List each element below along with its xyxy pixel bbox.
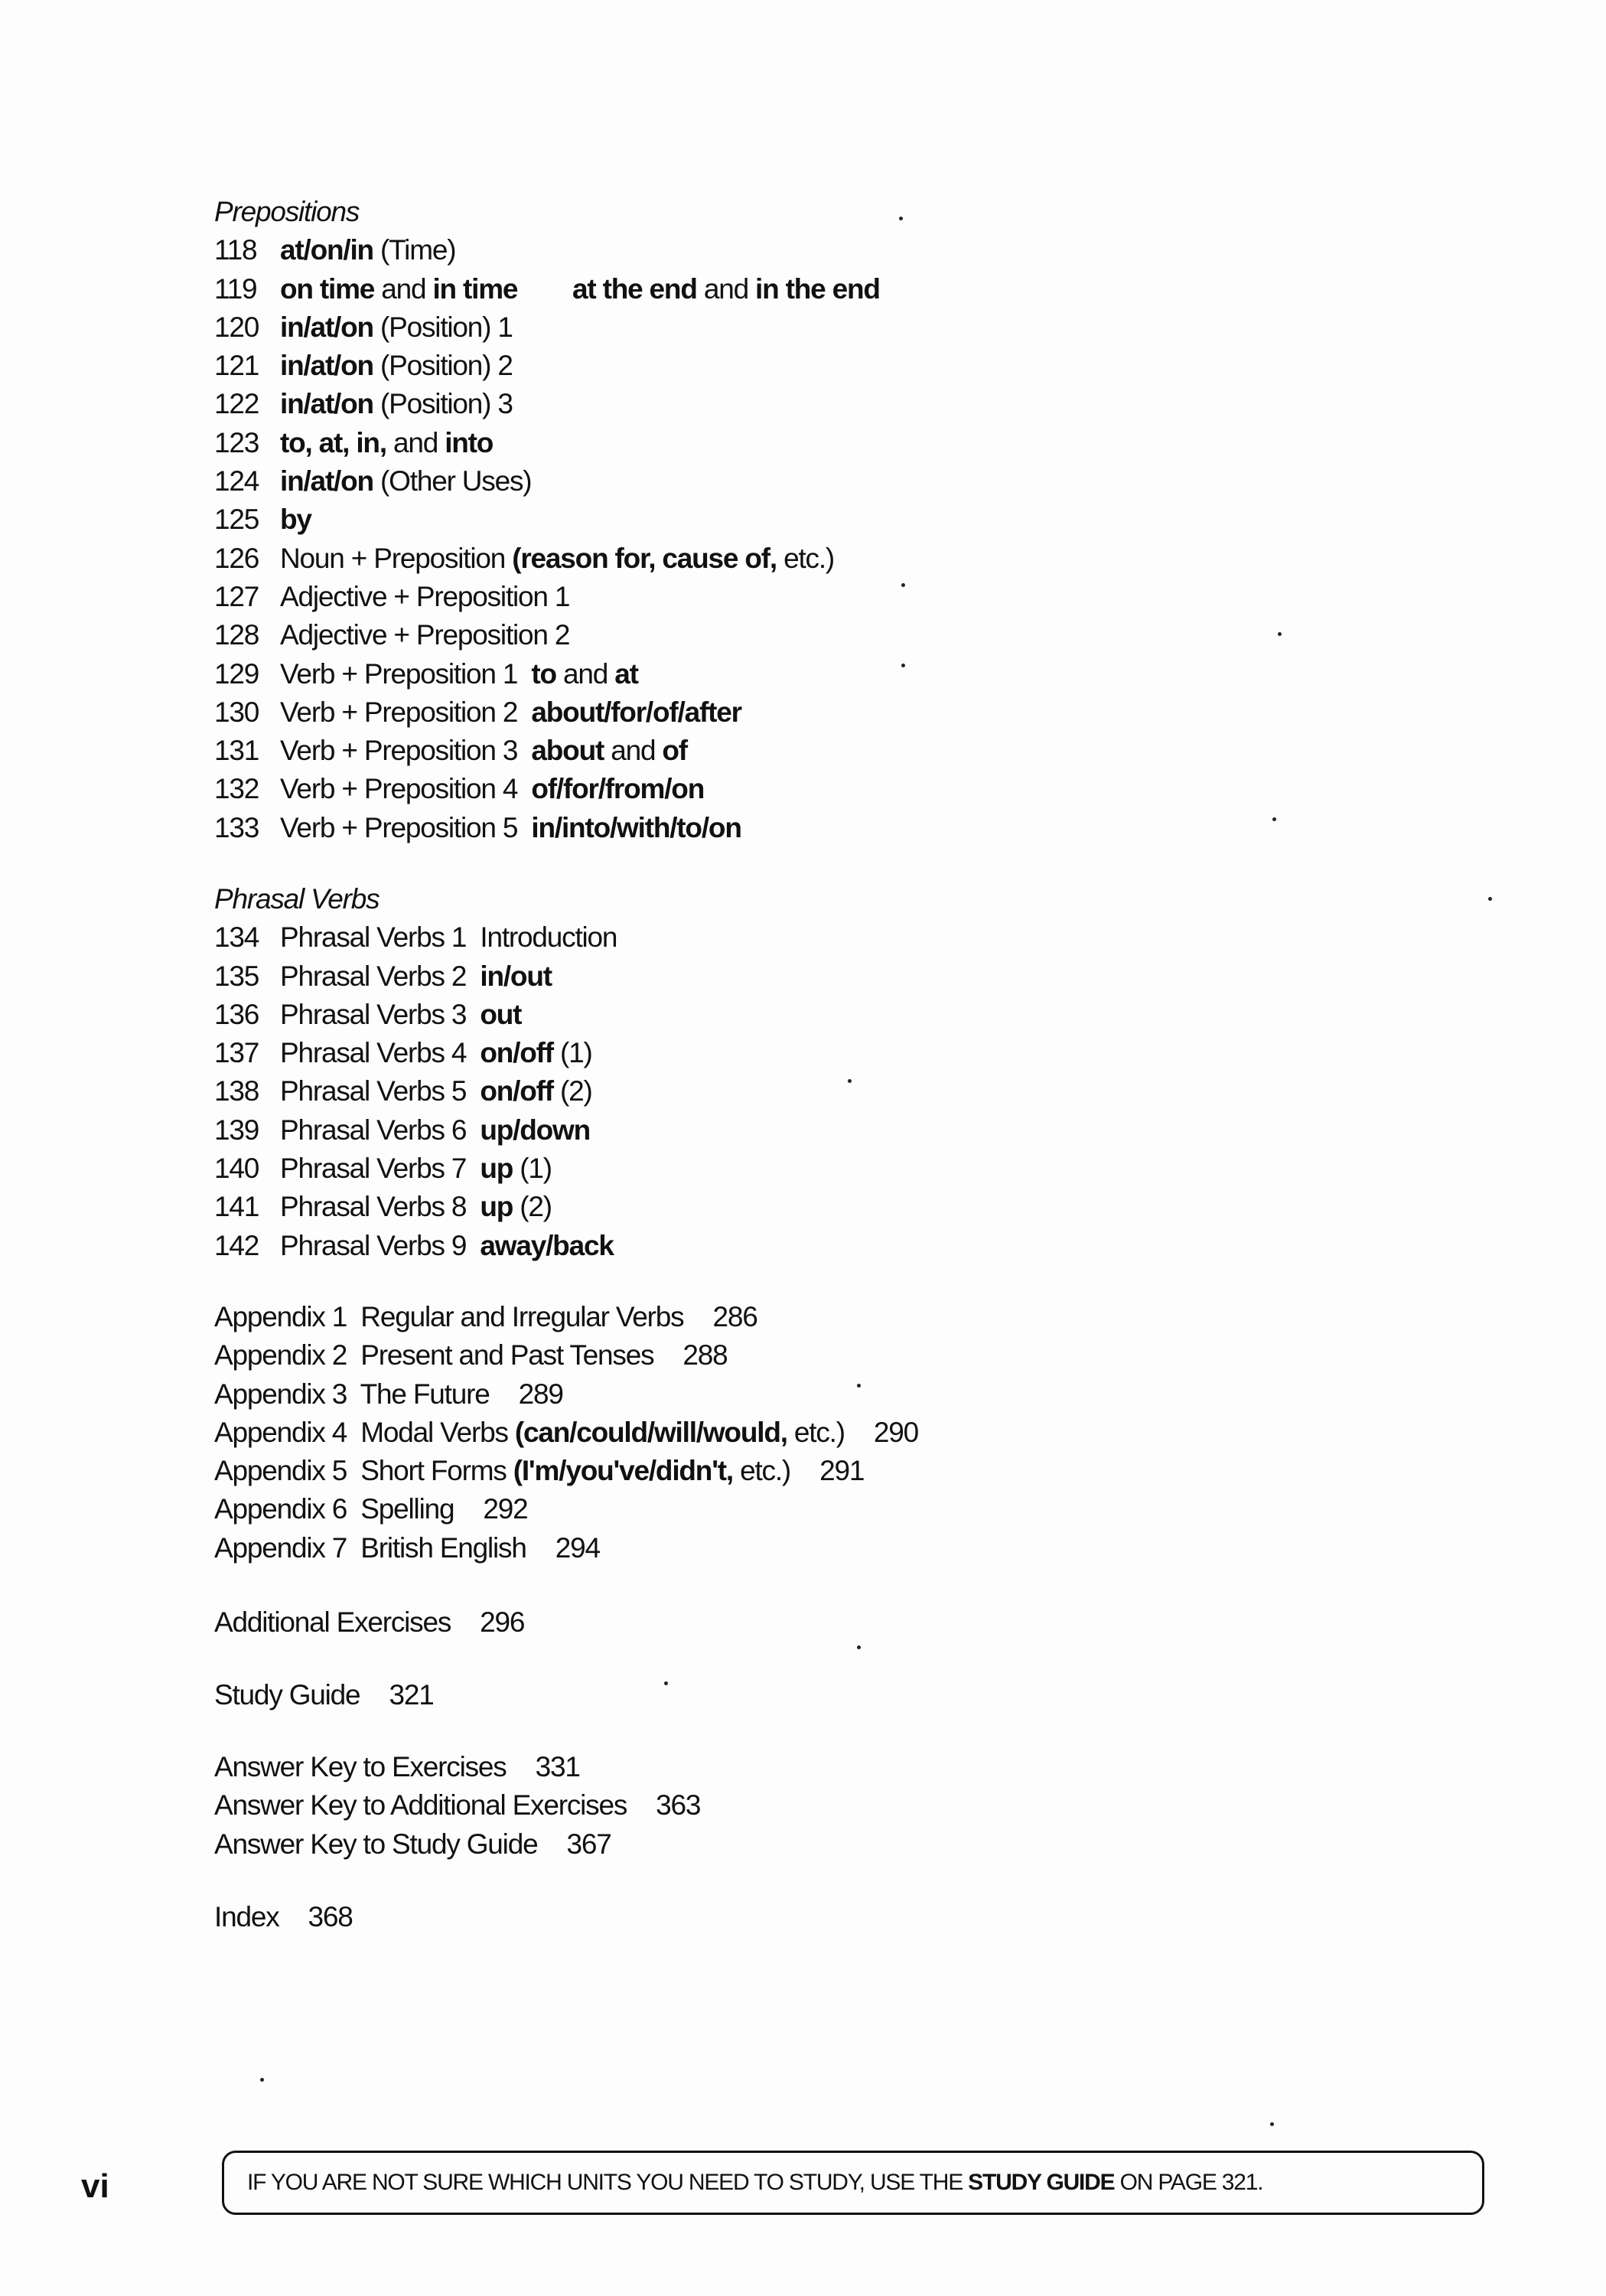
entry-text: on/off — [480, 1037, 553, 1069]
entry-text: etc.) — [777, 542, 835, 574]
unit-number: 120 — [214, 311, 259, 343]
unit-number: 134 — [214, 921, 259, 954]
entry-text: STUDY GUIDE — [968, 2170, 1115, 2195]
entry-text: Verb + Preposition 3 — [280, 735, 532, 767]
prepositions-section — [214, 193, 880, 847]
entry-text: in the end — [755, 272, 880, 305]
entry-text: about — [531, 735, 604, 767]
entry-text: in/at/on — [280, 350, 373, 382]
entry-text: Phrasal Verbs 3 — [280, 998, 480, 1030]
entry-text: Verb + Preposition 5 — [280, 811, 532, 843]
unit-number: 122 — [214, 388, 259, 420]
answer-keys-section — [214, 1748, 700, 1864]
page-number: 286 — [712, 1301, 757, 1332]
entry-text: about/for/of/after — [531, 696, 741, 728]
entry-text: Phrasal Verbs 8 — [280, 1191, 480, 1223]
toc-entry[interactable] — [214, 616, 834, 654]
entry-text: out — [480, 998, 522, 1030]
unit-number: 128 — [214, 619, 259, 651]
entry-text: (Position) 3 — [373, 388, 513, 420]
toc-entry[interactable] — [214, 1898, 353, 1936]
toc-entry[interactable] — [214, 655, 834, 693]
toc-entry[interactable] — [214, 957, 617, 996]
toc-entry[interactable] — [214, 1825, 700, 1864]
unit-number: 137 — [214, 1037, 259, 1069]
scan-speck — [1278, 632, 1282, 636]
toc-entry[interactable] — [214, 308, 834, 347]
page-number: 296 — [480, 1606, 525, 1638]
toc-entry[interactable] — [214, 385, 834, 423]
entry-text: Appendix 5 Short Forms — [214, 1455, 513, 1487]
phrasal-verbs-section — [214, 880, 617, 1265]
unit-number: 125 — [214, 504, 259, 536]
entry-text: in time — [432, 272, 518, 305]
page-number: 363 — [656, 1789, 701, 1821]
unit-number: 140 — [214, 1153, 259, 1185]
toc-entry[interactable] — [214, 1375, 918, 1414]
unit-number: 141 — [214, 1191, 259, 1223]
scan-speck — [857, 1645, 861, 1649]
entry-text: in/at/on — [280, 311, 373, 343]
entry-text: on time — [280, 272, 375, 305]
unit-number: 136 — [214, 998, 259, 1030]
entry-text: Noun + Preposition — [280, 542, 513, 574]
entry-text: up — [480, 1153, 513, 1185]
toc-entry[interactable] — [214, 1676, 434, 1714]
page-number: 331 — [535, 1751, 580, 1782]
entry-text: away/back — [480, 1229, 614, 1261]
entry-text: ON PAGE 321. — [1114, 2170, 1263, 2195]
toc-entry[interactable] — [214, 918, 617, 957]
study-guide-section — [214, 1676, 434, 1714]
entry-text: Answer Key to Study Guide — [214, 1828, 538, 1860]
toc-entry[interactable] — [214, 732, 834, 770]
toc-entry[interactable] — [214, 1298, 918, 1336]
entry-text: into — [445, 426, 494, 458]
unit-number: 121 — [214, 350, 259, 382]
entry-text: Phrasal Verbs 1 Introduction — [280, 921, 617, 954]
unit-number: 139 — [214, 1114, 259, 1146]
entry-text: Study Guide — [214, 1679, 360, 1711]
entry-text: by — [280, 504, 311, 536]
page-number: 368 — [308, 1901, 353, 1932]
page-folio: vi — [81, 2167, 109, 2205]
appendices-section — [214, 1298, 918, 1567]
toc-entry[interactable] — [214, 1786, 700, 1825]
section-heading: Prepositions — [214, 196, 360, 227]
entry-text: (can/could/will/would, — [514, 1416, 787, 1448]
toc-entry[interactable] — [214, 231, 834, 269]
toc-entry[interactable] — [214, 424, 834, 462]
page-number: 290 — [873, 1416, 918, 1448]
toc-entry[interactable] — [214, 501, 834, 539]
scan-speck — [857, 1384, 861, 1388]
toc-entry[interactable] — [214, 1452, 918, 1490]
additional-exercises-section — [214, 1603, 524, 1642]
entry-text: (I'm/you've/didn't, — [513, 1455, 734, 1487]
entry-text: at — [614, 657, 638, 690]
entry-text: up/down — [480, 1114, 591, 1146]
toc-entry[interactable] — [214, 1748, 700, 1786]
toc-entry[interactable] — [214, 693, 834, 732]
toc-entry[interactable] — [214, 1072, 617, 1110]
entry-text: Adjective + Preposition 2 — [280, 619, 570, 651]
page-number: 367 — [566, 1828, 611, 1860]
entry-text: etc.) — [733, 1455, 791, 1487]
unit-number: 132 — [214, 773, 259, 805]
entry-text: in/out — [480, 960, 552, 992]
unit-number: 123 — [214, 426, 259, 458]
scan-speck — [901, 664, 905, 667]
toc-entry[interactable] — [214, 540, 834, 578]
entry-text: etc.) — [787, 1416, 845, 1448]
toc-entry[interactable] — [214, 1603, 524, 1642]
entry-text: (Other Uses) — [373, 465, 532, 497]
entry-text: Phrasal Verbs 5 — [280, 1075, 480, 1107]
entry-text: (Position) 2 — [373, 350, 513, 382]
scan-speck — [899, 217, 903, 220]
entry-text: (Position) 1 — [373, 311, 513, 343]
entry-text: Verb + Preposition 1 — [280, 657, 532, 690]
entry-text: of/for/from/on — [531, 773, 705, 805]
entry-text: in/into/with/to/on — [531, 811, 741, 843]
entry-text: Verb + Preposition 2 — [280, 696, 532, 728]
entry-text: IF YOU ARE NOT SURE WHICH UNITS YOU NEED TO STUDY, USE THE — [247, 2170, 969, 2195]
scan-speck — [664, 1681, 668, 1685]
unit-number: 130 — [214, 696, 259, 728]
entry-text: (reason for, cause of, — [512, 542, 777, 574]
entry-text: Appendix 7 British English — [214, 1531, 526, 1564]
scan-speck — [848, 1079, 852, 1083]
toc-entry[interactable] — [214, 1111, 617, 1150]
entry-text: Phrasal Verbs 4 — [280, 1037, 480, 1069]
toc-entry[interactable] — [214, 1150, 617, 1188]
entry-text: (2) — [513, 1191, 552, 1223]
entry-text: in/at/on — [280, 388, 373, 420]
entry-text: Answer Key to Additional Exercises — [214, 1789, 627, 1821]
unit-number: 118 — [214, 234, 257, 266]
entry-text: Answer Key to Exercises — [214, 1751, 507, 1782]
entry-text: Additional Exercises — [214, 1606, 451, 1638]
entry-text: Phrasal Verbs 7 — [280, 1153, 480, 1185]
unit-number: 131 — [214, 735, 259, 767]
entry-text: on/off — [480, 1075, 553, 1107]
page-number: 294 — [555, 1531, 600, 1564]
entry-text: at/on/in — [280, 234, 373, 266]
toc-entry[interactable] — [214, 1034, 617, 1072]
toc-entry[interactable] — [214, 809, 834, 847]
toc-entry[interactable] — [214, 578, 834, 616]
unit-number: 126 — [214, 542, 259, 574]
entry-text: Appendix 4 Modal Verbs — [214, 1416, 515, 1448]
toc-entry[interactable] — [214, 462, 834, 501]
entry-text: Appendix 1 Regular and Irregular Verbs — [214, 1301, 684, 1332]
entry-text: Phrasal Verbs 6 — [280, 1114, 480, 1146]
page-number: 289 — [518, 1378, 563, 1410]
entry-text: in/at/on — [280, 465, 373, 497]
toc-entry[interactable] — [214, 347, 834, 385]
unit-number: 133 — [214, 811, 259, 843]
page-number: 321 — [389, 1679, 434, 1711]
entry-text: (1) — [552, 1037, 592, 1069]
scan-speck — [1270, 2122, 1274, 2126]
toc-entry[interactable] — [214, 1490, 918, 1528]
unit-number: 119 — [214, 272, 257, 305]
scan-speck — [1272, 817, 1276, 821]
study-guide-note — [222, 2151, 1484, 2215]
toc-entry[interactable] — [214, 1188, 617, 1226]
scan-speck — [260, 2078, 264, 2082]
toc-entry[interactable] — [214, 996, 617, 1034]
scan-speck — [1488, 897, 1492, 901]
entry-text: Appendix 6 Spelling — [214, 1493, 454, 1525]
toc-entry[interactable] — [214, 1529, 918, 1567]
index-section — [214, 1898, 353, 1936]
page-number: 291 — [819, 1455, 865, 1487]
unit-number: 138 — [214, 1075, 259, 1107]
section-heading: Phrasal Verbs — [214, 883, 380, 915]
entry-text: Phrasal Verbs 9 — [280, 1229, 480, 1261]
page-number: 292 — [483, 1493, 528, 1525]
entry-text: at the end — [572, 272, 697, 305]
entry-text: (Time) — [373, 234, 456, 266]
entry-text: Index — [214, 1901, 279, 1932]
unit-number: 127 — [214, 580, 259, 612]
entry-text: and — [555, 657, 615, 690]
entry-extra — [572, 270, 880, 308]
entry-text: and — [604, 735, 663, 767]
unit-number: 142 — [214, 1229, 259, 1261]
entry-text: Phrasal Verbs 2 — [280, 960, 480, 992]
entry-text: to — [531, 657, 556, 690]
toc-entry[interactable] — [214, 1336, 918, 1375]
toc-entry[interactable] — [214, 270, 880, 308]
entry-text: (2) — [552, 1075, 592, 1107]
entry-text: Appendix 2 Present and Past Tenses — [214, 1339, 654, 1371]
entry-text: and — [696, 272, 756, 305]
entry-text: Adjective + Preposition 1 — [280, 580, 570, 612]
unit-number: 124 — [214, 465, 259, 497]
toc-entry[interactable] — [214, 1414, 918, 1452]
entry-text: to, at, in, — [280, 426, 386, 458]
entry-text: and — [374, 272, 433, 305]
unit-number: 135 — [214, 960, 259, 992]
entry-text: of — [662, 735, 687, 767]
toc-entry[interactable] — [214, 1227, 617, 1265]
entry-text: up — [480, 1191, 513, 1223]
entry-text: Verb + Preposition 4 — [280, 773, 532, 805]
entry-text: and — [386, 426, 445, 458]
page-number: 288 — [682, 1339, 728, 1371]
toc-entry[interactable] — [214, 770, 834, 808]
entry-text: (1) — [513, 1153, 552, 1185]
entry-text: Appendix 3 The Future — [214, 1378, 490, 1410]
scan-speck — [901, 583, 905, 587]
unit-number: 129 — [214, 657, 259, 690]
